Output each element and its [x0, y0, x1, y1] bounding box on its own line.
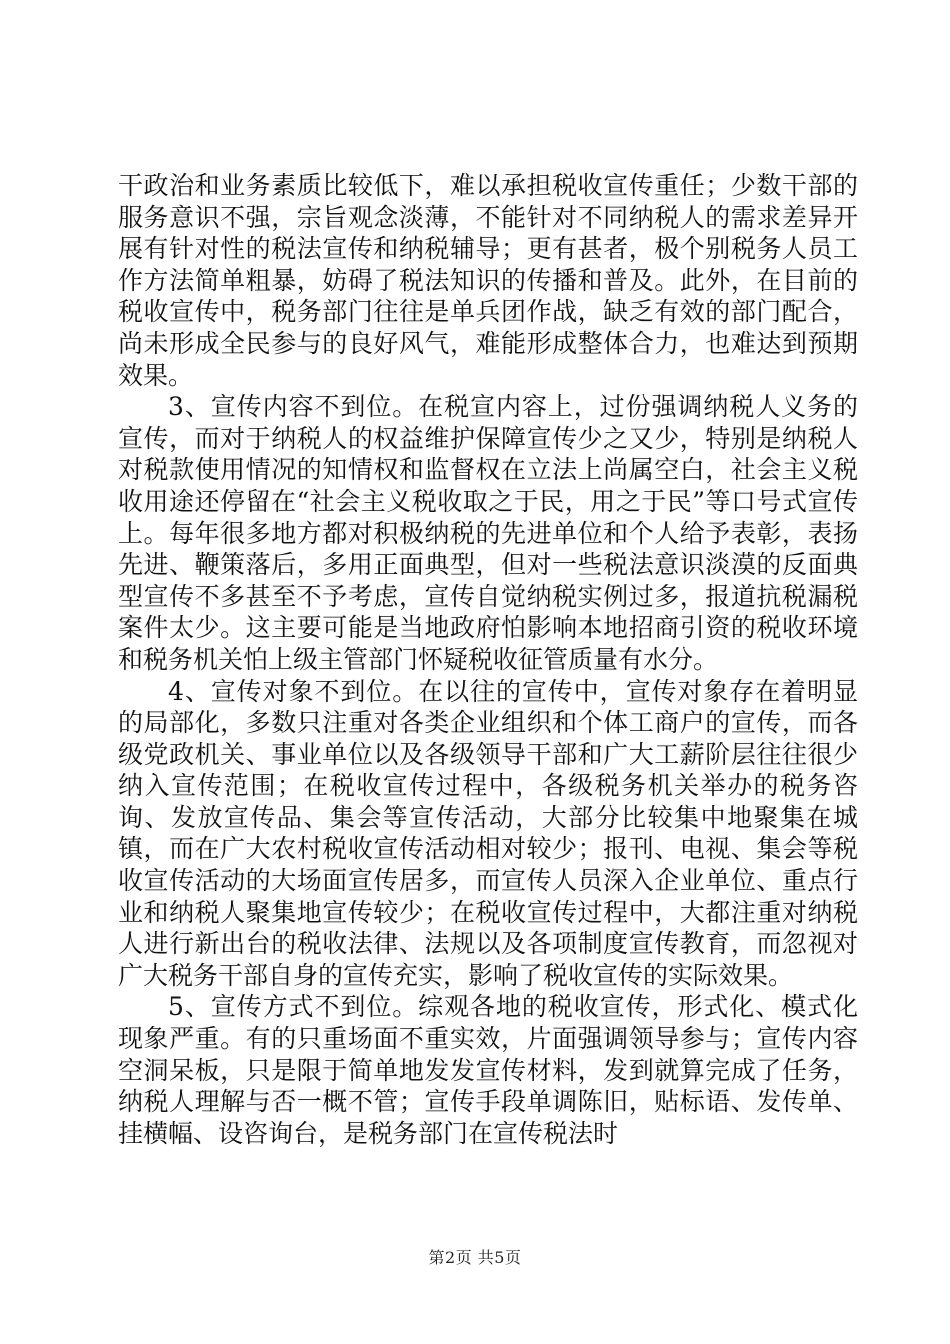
paragraph-4: 5、宣传方式不到位。综观各地的税收宣传，形式化、模式化现象严重。有的只重场面不重实效，片面强调领导参与；宣传内容空洞呆板，只是限于简单地发发宣传材料，发到就算完成了任务，纳税人理解与否一概不管；宣传手段单调陈旧，贴标语、发传单、挂横幅、设咨询台，是税务部门在宣传税法时: [118, 992, 858, 1148]
paragraph-1: 干政治和业务素质比较低下，难以承担税收宣传重任；少数干部的服务意识不强，宗旨观念淡薄，不能针对不同纳税人的需求差异开展有针对性的税法宣传和纳税辅导；更有甚者，极个别税务人员工作方法简单粗暴，妨碍了税法知识的传播和普及。此外，在目前的税收宣传中，税务部门往往是单兵团作战，缺乏有效的部门配合，尚未形成全民参与的良好风气，难能形成整体合力，也难达到预期效果。: [118, 171, 858, 390]
page-footer: 第2页 共5页: [428, 1248, 522, 1267]
paragraph-2: 3、宣传内容不到位。在税宣内容上，过份强调纳税人义务的宣传，而对于纳税人的权益维护保障宣传少之又少，特别是纳税人对税款使用情况的知情权和监督权在立法上尚属空白，社会主义税收用途还停留在“社会主义税收取之于民，用之于民”等口号式宣传上。每年很多地方都对积极纳税的先进单位和个人给予表彰，表扬先进、鞭策落后，多用正面典型，但对一些税法意识淡漠的反面典型宣传不多甚至不予考虑，宣传自觉纳税实例过多，报道抗税漏税案件太少。这主要可能是当地政府怕影响本地招商引资的税收环境和税务机关怕上级主管部门怀疑税收征管质量有水分。: [118, 392, 858, 674]
body-text: [118, 170, 858, 1149]
paragraph-3: 4、宣传对象不到位。在以往的宣传中，宣传对象存在着明显的局部化，多数只注重对各类企业组织和个体工商户的宣传，而各级党政机关、事业单位以及各级领导干部和广大工薪阶层往往很少纳入宣传范围；在税收宣传过程中，各级税务机关举办的税务咨询、发放宣传品、集会等宣传活动，大部分比较集中地聚集在城镇，而在广大农村税收宣传活动相对较少；报刊、电视、集会等税收宣传活动的大场面宣传居多，而宣传人员深入企业单位、重点行业和纳税人聚集地宣传较少；在税收宣传过程中，大都注重对纳税人进行新出台的税收法律、法规以及各项制度宣传教育，而忽视对广大税务干部自身的宣传充实，影响了税收宣传的实际效果。: [118, 676, 858, 990]
